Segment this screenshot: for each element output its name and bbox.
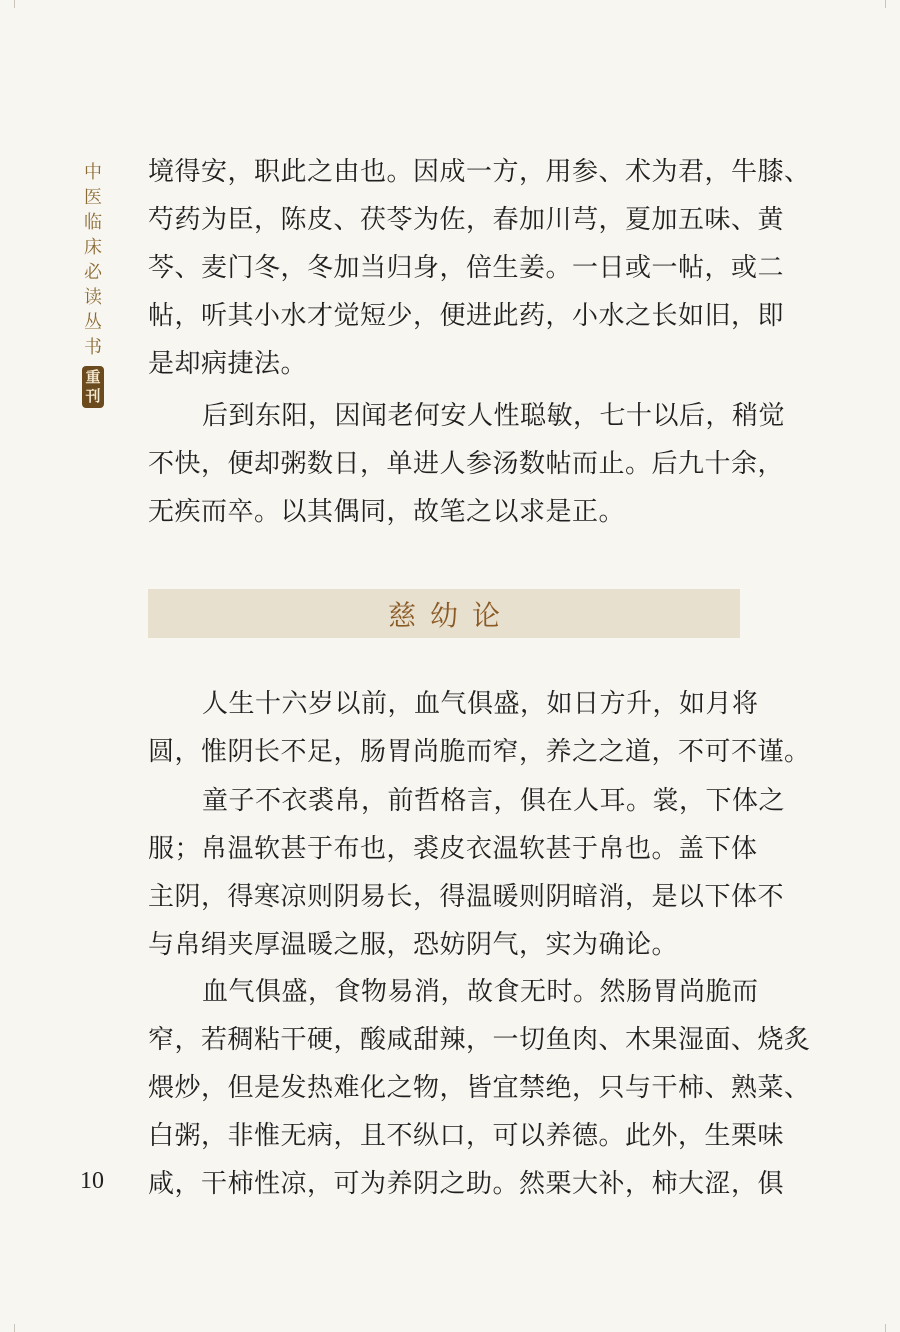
text-line: 是却病捷法。 bbox=[148, 349, 308, 379]
text-line: 服；帛温软甚于布也，裘皮衣温软甚于帛也。盖下体 bbox=[148, 834, 758, 864]
series-title-char: 中 bbox=[84, 162, 102, 183]
series-title-vertical bbox=[80, 160, 106, 408]
text-line: 煨炒，但是发热难化之物，皆宜禁绝，只与干柿、熟菜、 bbox=[148, 1073, 811, 1103]
series-title-char: 医 bbox=[84, 187, 102, 208]
seal-char: 刊 bbox=[85, 387, 101, 405]
text-line: 主阴，得寒凉则阴易长，得温暖则阴暗消，是以下体不 bbox=[148, 882, 785, 912]
crop-mark bbox=[14, 0, 15, 8]
series-title-char: 临 bbox=[84, 212, 102, 233]
series-title-char: 床 bbox=[84, 237, 102, 258]
text-line: 芩、麦门冬，冬加当归身，倍生姜。一日或一帖，或二 bbox=[148, 253, 785, 283]
text-line: 血气俱盛，食物易消，故食无时。然肠胃尚脆而 bbox=[202, 977, 759, 1007]
seal-char: 重 bbox=[85, 368, 101, 386]
text-line: 芍药为臣，陈皮、茯苓为佐，春加川芎，夏加五味、黄 bbox=[148, 205, 785, 235]
paragraph bbox=[148, 680, 811, 776]
series-title-char: 读 bbox=[84, 287, 102, 308]
text-line: 圆，惟阴长不足，肠胃尚脆而窄，养之之道，不可不谨。 bbox=[148, 737, 811, 767]
text-line: 后到东阳，因闻老何安人性聪敏，七十以后，稍觉 bbox=[202, 401, 786, 431]
text-line: 窄，若稠粘干硬，酸咸甜辣，一切鱼肉、木果湿面、烧炙 bbox=[148, 1025, 811, 1055]
paragraph bbox=[148, 392, 786, 536]
series-title-char: 必 bbox=[84, 262, 102, 283]
text-line: 境得安，职此之由也。因成一方，用参、术为君，牛膝、 bbox=[148, 157, 811, 187]
reprint-seal bbox=[82, 366, 104, 408]
text-line: 白粥，非惟无病，且不纵口，可以养德。此外，生栗味 bbox=[148, 1121, 785, 1151]
crop-mark bbox=[14, 1324, 15, 1332]
text-line: 不快，便却粥数日，单进人参汤数帖而止。后九十余， bbox=[148, 449, 785, 479]
body-text-bottom-2 bbox=[148, 777, 786, 969]
text-line: 无疾而卒。以其偶同，故笔之以求是正。 bbox=[148, 497, 626, 527]
series-title-char: 丛 bbox=[84, 312, 102, 333]
paragraph bbox=[148, 777, 786, 969]
body-text-bottom bbox=[148, 680, 811, 776]
paragraph bbox=[148, 968, 811, 1208]
section-title: 慈幼论 bbox=[387, 598, 514, 632]
text-line: 帖，听其小水才觉短少，便进此药，小水之长如旧，即 bbox=[148, 301, 785, 331]
body-text-top bbox=[148, 148, 811, 388]
body-text-top-2 bbox=[148, 392, 786, 536]
series-title-char: 书 bbox=[84, 337, 102, 358]
body-text-bottom-3 bbox=[148, 968, 811, 1208]
crop-mark bbox=[885, 1324, 886, 1332]
text-line: 咸，干柿性凉，可为养阴之助。然栗大补，柿大涩，俱 bbox=[148, 1169, 785, 1199]
paragraph bbox=[148, 148, 811, 388]
crop-mark bbox=[885, 0, 886, 8]
text-line: 人生十六岁以前，血气俱盛，如日方升，如月将 bbox=[202, 689, 759, 719]
section-heading-bar bbox=[148, 589, 740, 638]
page-number: 10 bbox=[80, 1168, 104, 1194]
text-line: 童子不衣裘帛，前哲格言，俱在人耳。裳，下体之 bbox=[202, 786, 786, 816]
text-line: 与帛绢夹厚温暖之服，恐妨阴气，实为确论。 bbox=[148, 930, 679, 960]
